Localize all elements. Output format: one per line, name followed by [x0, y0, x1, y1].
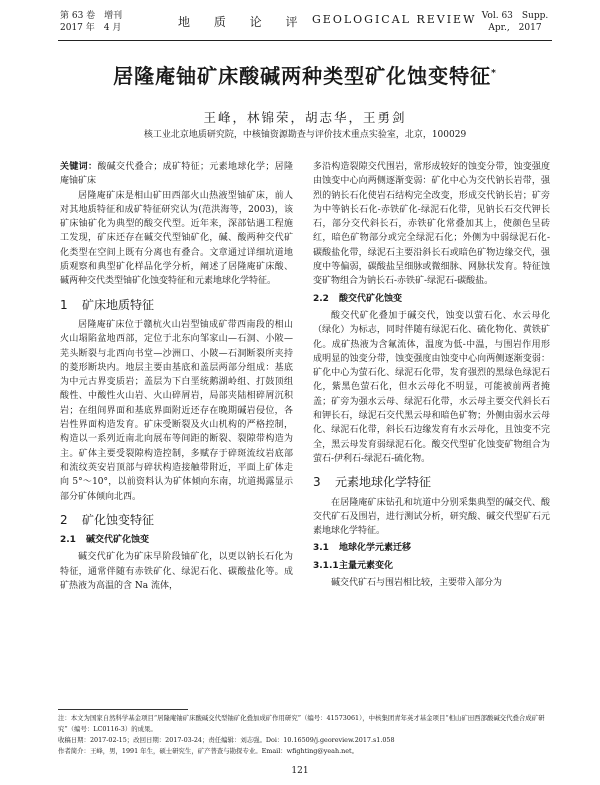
section-1-paragraph: 居隆庵矿床位于赣杭火山岩型铀成矿带西南段的相山火山塌陷盆地西部，定位于北东向邹家山—石洞、小陂—芜头断裂与北西向书堂—沙洲口、小陂—石洞断裂所夹持的菱形断块内。地层主要由基底和盖层两部分组成：基底为中元古界变质岩；盖层为下白垩统鹅湖岭组、打鼓顶组酸性、中酸性火山岩、火山碎屑岩，局部夹陆相碎屑沉积岩；在组间界面和基底界面附近还存在晚期碱岩侵位，各岩性界面构造发育。矿床受断裂及火山机构的严格控制，构造以一系列近南北向展布等间距的断裂、裂隙带构造为主。矿体主要受裂隙构造控制，多赋存于碎斑流纹岩底部和流纹英安岩顶部与碎状构造接触带附近，平面上矿体走向 5°～10°，以前资料认为矿体倾向东南，坑道揭露显示部分矿体倾向北西。	[60, 319, 293, 502]
section-2-2-title: 酸交代矿化蚀变	[339, 293, 403, 304]
footnotes	[58, 713, 552, 757]
header-date-cn: 2017 年 4 月	[60, 23, 122, 33]
footnote-funding: 注：本文为国家自然科学基金项目“居隆庵铀矿床酸碱交代型铀矿化叠加成矿作用研究”（编号：41573061），中核集团青年英才基金项目“相山矿田西部酸碱交代叠合成矿研究”（编号：LC0116-3）的成果。	[58, 714, 545, 733]
keywords-label: 关键词：	[60, 162, 98, 172]
paper-title-text: 居隆庵铀矿床酸碱两种类型矿化蚀变特征	[113, 64, 492, 88]
section-3-1-number: 3.1	[313, 543, 329, 554]
footnote-rule	[58, 709, 188, 710]
section-2-heading	[60, 513, 293, 527]
section-1-number: 1	[60, 297, 68, 312]
title-footnote-mark: *	[491, 68, 497, 79]
section-3-1-heading	[313, 541, 550, 555]
footnote-author: 作者简介：王峰，男，1991 年生，硕士研究生，矿产普查与勘探专业。Email：wfighting@yeah.net。	[58, 747, 358, 755]
section-2-2-heading	[313, 292, 550, 306]
section-2-1-heading	[60, 533, 293, 547]
section-1-title: 矿床地质特征	[82, 297, 155, 312]
left-column	[60, 160, 293, 593]
right-column	[313, 160, 550, 590]
section-3-title: 元素地球化学特征	[335, 475, 432, 490]
section-2-1-title: 碱交代矿化蚀变	[86, 535, 150, 546]
intro-paragraph: 居隆庵矿床是相山矿田西部火山热液型铀矿床，前人对其地质特征和成矿特征研究认为(范洪海等，2003)，该矿床铀矿化为典型的酸交代型。近年来，深部钻遇工程施工发现，矿床还存在碱交代型铀矿化，碱、酸两种交代矿化类型在空间上既有分离也有叠合。文章通过详细坑道地质观察和典型矿化样品化学分析，阐述了居隆庵矿床酸、碱两种交代类型铀矿化蚀变特征和元素地球化学特征。	[60, 190, 293, 287]
section-2-title: 矿化蚀变特征	[82, 512, 155, 527]
section-2-number: 2	[60, 512, 68, 527]
section-3-heading	[313, 475, 550, 489]
section-2-1-paragraph-cont: 多沿构造裂隙交代围岩，常形成较好的蚀变分带，蚀变强度由蚀变中心向两侧逐渐变弱：矿化中心为交代钠长岩带，强烈的钠长石化使岩石结构完全改变，形成交代钠长岩；矿旁为中等钠长石化-赤铁矿化-绿泥石化带，见钠长石交代钾长石，部分交代斜长石，赤铁矿化常叠加其上，使颜色呈砖红，暗色矿物部分或完全绿泥石化；外侧为中弱绿泥石化-碳酸盐化带，绿泥石主要沿斜长石或暗色矿物边缘交代，强度中等偏弱，碳酸盐呈细脉或微细脉、网脉状发育。特征蚀变矿物组合为钠长石-赤铁矿-绿泥石-碳酸盐。	[313, 162, 550, 287]
header-rule	[58, 40, 552, 41]
header-journal-cn: 地 质 论 评	[178, 15, 308, 29]
section-3-paragraph: 在居隆庵矿床钻孔和坑道中分别采集典型的碱交代、酸交代矿石及围岩，进行测试分析，研究酸、碱交代型矿石元素地球化学特征。	[313, 497, 550, 537]
keywords	[60, 160, 293, 189]
keywords-text: 酸碱交代叠合；成矿特征；元素地球化学；居隆庵铀矿床	[60, 162, 293, 187]
section-2-1-number: 2.1	[60, 535, 76, 546]
section-1-heading	[60, 298, 293, 312]
running-header	[0, 0, 600, 44]
footnote-dates: 收稿日期：2017-02-15；改回日期：2017-03-24；责任编辑：刘志强。Doi：10.16509/j.georeview.2017.s1.058	[58, 736, 395, 744]
header-date-en: Apr., 2017	[488, 23, 542, 33]
header-vol-cn: 第 63 卷 增刊	[60, 11, 123, 21]
section-2-2-paragraph: 酸交代矿化叠加于碱交代，蚀变以萤石化、水云母化（绿化）为标志，同时伴随有绿泥石化、硫化物化、黄铁矿化。成矿热液为含氟流体，温度为低-中温，与围岩作用形成明显的蚀变分带，蚀变强度由蚀变中心向两侧逐渐变弱：矿化中心为萤石化、绿泥石化带，发育强烈的黑绿色绿泥石化，紫黑色萤石化，但水云母化不明显，可能被前两者掩盖；矿旁为强水云母、绿泥石化带，水云母主要交代斜长石和钾长石，绿泥石交代黑云母和暗色矿物；外侧由弱水云母化、绿泥石化带，斜长石边缘发育有水云母化，且蚀变不完全，黑云母发育弱绿泥石化。酸交代型矿化蚀变矿物组合为萤石-伊利石-绿泥石-硫化物。	[313, 310, 550, 464]
header-journal-en: GEOLOGICAL REVIEW	[312, 13, 477, 26]
section-3-number: 3	[313, 475, 321, 490]
section-3-1-1-title: 主量元素变化	[339, 560, 394, 571]
header-vol-en: Vol. 63 Supp.	[481, 11, 549, 21]
section-3-1-title: 地球化学元素迁移	[339, 543, 412, 554]
section-2-1-paragraph-start: 碱交代矿化为矿床早阶段铀矿化，以更以钠长石化为特征，通常伴随有赤铁矿化、绿泥石化、碳酸盐化等。成矿热液为高温的含 Na 流体，	[60, 552, 293, 592]
section-3-1-1-number: 3.1.1	[313, 560, 339, 571]
header-volume-cn	[60, 10, 122, 34]
section-3-1-1-heading	[313, 559, 550, 573]
page-number: 121	[291, 766, 309, 776]
header-volume-en	[480, 10, 550, 34]
author-list: 王峰，林锦荣，胡志华，王勇剑	[203, 110, 407, 125]
section-2-2-number: 2.2	[313, 293, 329, 304]
section-3-1-1-paragraph: 碱交代矿石与围岩相比较，主要带入部分为	[331, 578, 503, 589]
affiliation: 核工业北京地质研究院，中核铀资源勘查与评价技术重点实验室，北京，100029	[143, 130, 467, 140]
paper-title	[60, 60, 550, 89]
